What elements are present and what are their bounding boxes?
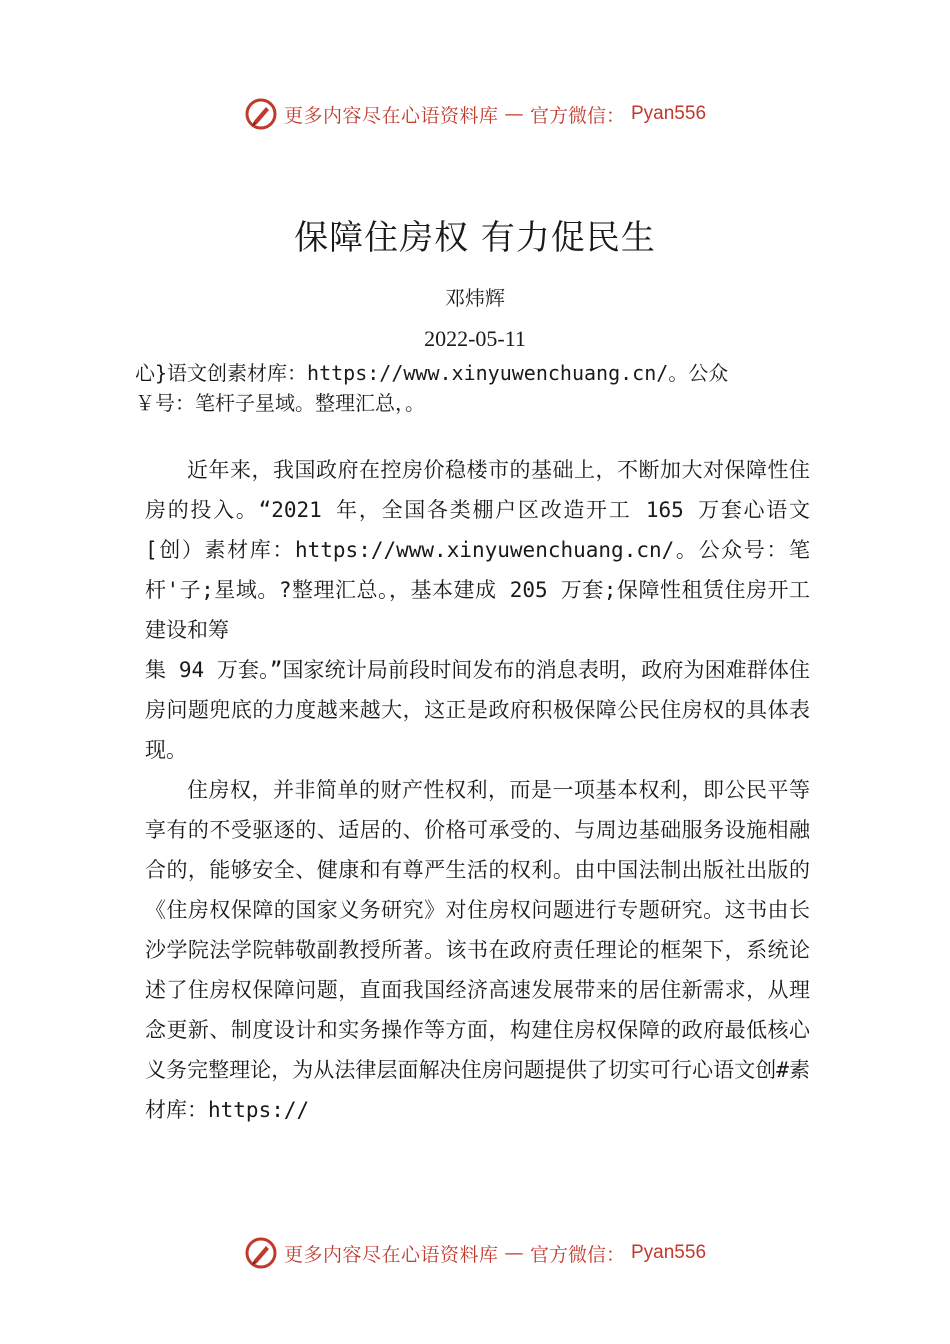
wechat-id: Pyan556: [631, 103, 707, 124]
paragraph-1: 近年来，我国政府在控房价稳楼市的基础上，不断加大对保障性住房的投入。“2021 年，全国各类棚户区改造开工 165 万套心语文[创）素材库：https://www.xinyuwenchuang.cn/。公众号：笔杆'子;星域。?整理汇总。，基本建成 205 万套;保障性租赁住房开工建设和筹: [145, 458, 810, 642]
header-banner: [0, 94, 950, 134]
promo-text: 更多内容尽在心语资料库: [283, 1243, 499, 1266]
paragraph-3: 住房权，并非简单的财产性权利，而是一项基本权利，即公民平等享有的不受驱逐的、适居的、价格可承受的、与周边基础服务设施相融合的，能够安全、健康和有尊严生活的权利。由中国法制出版社出版的《住房权保障的国家义务研究》对住房权问题进行专题研究。这书由长沙学院法学院韩敬副教授所著。该书在政府责任理论的框架下，系统论述了住房权保障问题，直面我国经济高速发展带来的居住新需求，从理念更新、制度设计和实务操作等方面，构建住房权保障的政府最低核心义务完整理论，为从法律层面解决住房问题提供了切实可行心语文创#素材库：https://: [145, 778, 810, 1122]
pen-logo-icon: [244, 1236, 278, 1270]
article-title: 保障住房权 有力促民生: [294, 218, 656, 258]
pen-logo-icon: [244, 97, 278, 131]
wechat-label: 官方微信：: [529, 104, 625, 127]
promo-dash: —: [504, 103, 524, 125]
promo-text: 更多内容尽在心语资料库: [283, 104, 499, 127]
footer-banner: [0, 1233, 950, 1273]
article-date: 2022-05-11: [424, 326, 526, 351]
wechat-label: 官方微信：: [529, 1243, 625, 1266]
article-body: [145, 450, 810, 1130]
article-author: 邓炜辉: [445, 286, 505, 310]
wechat-id: Pyan556: [631, 1242, 707, 1263]
paragraph-2: 集 94 万套。”国家统计局前段时间发布的消息表明，政府为困难群体住房问题兜底的力度越来越大，这正是政府积极保障公民住房权的具体表现。: [145, 658, 810, 762]
promo-dash: —: [504, 1242, 524, 1264]
source-note: 心}语文创素材库：https://www.xinyuwenchuang.cn/。公众 ￥号：笔杆子星域。整理汇总，。: [135, 361, 729, 415]
